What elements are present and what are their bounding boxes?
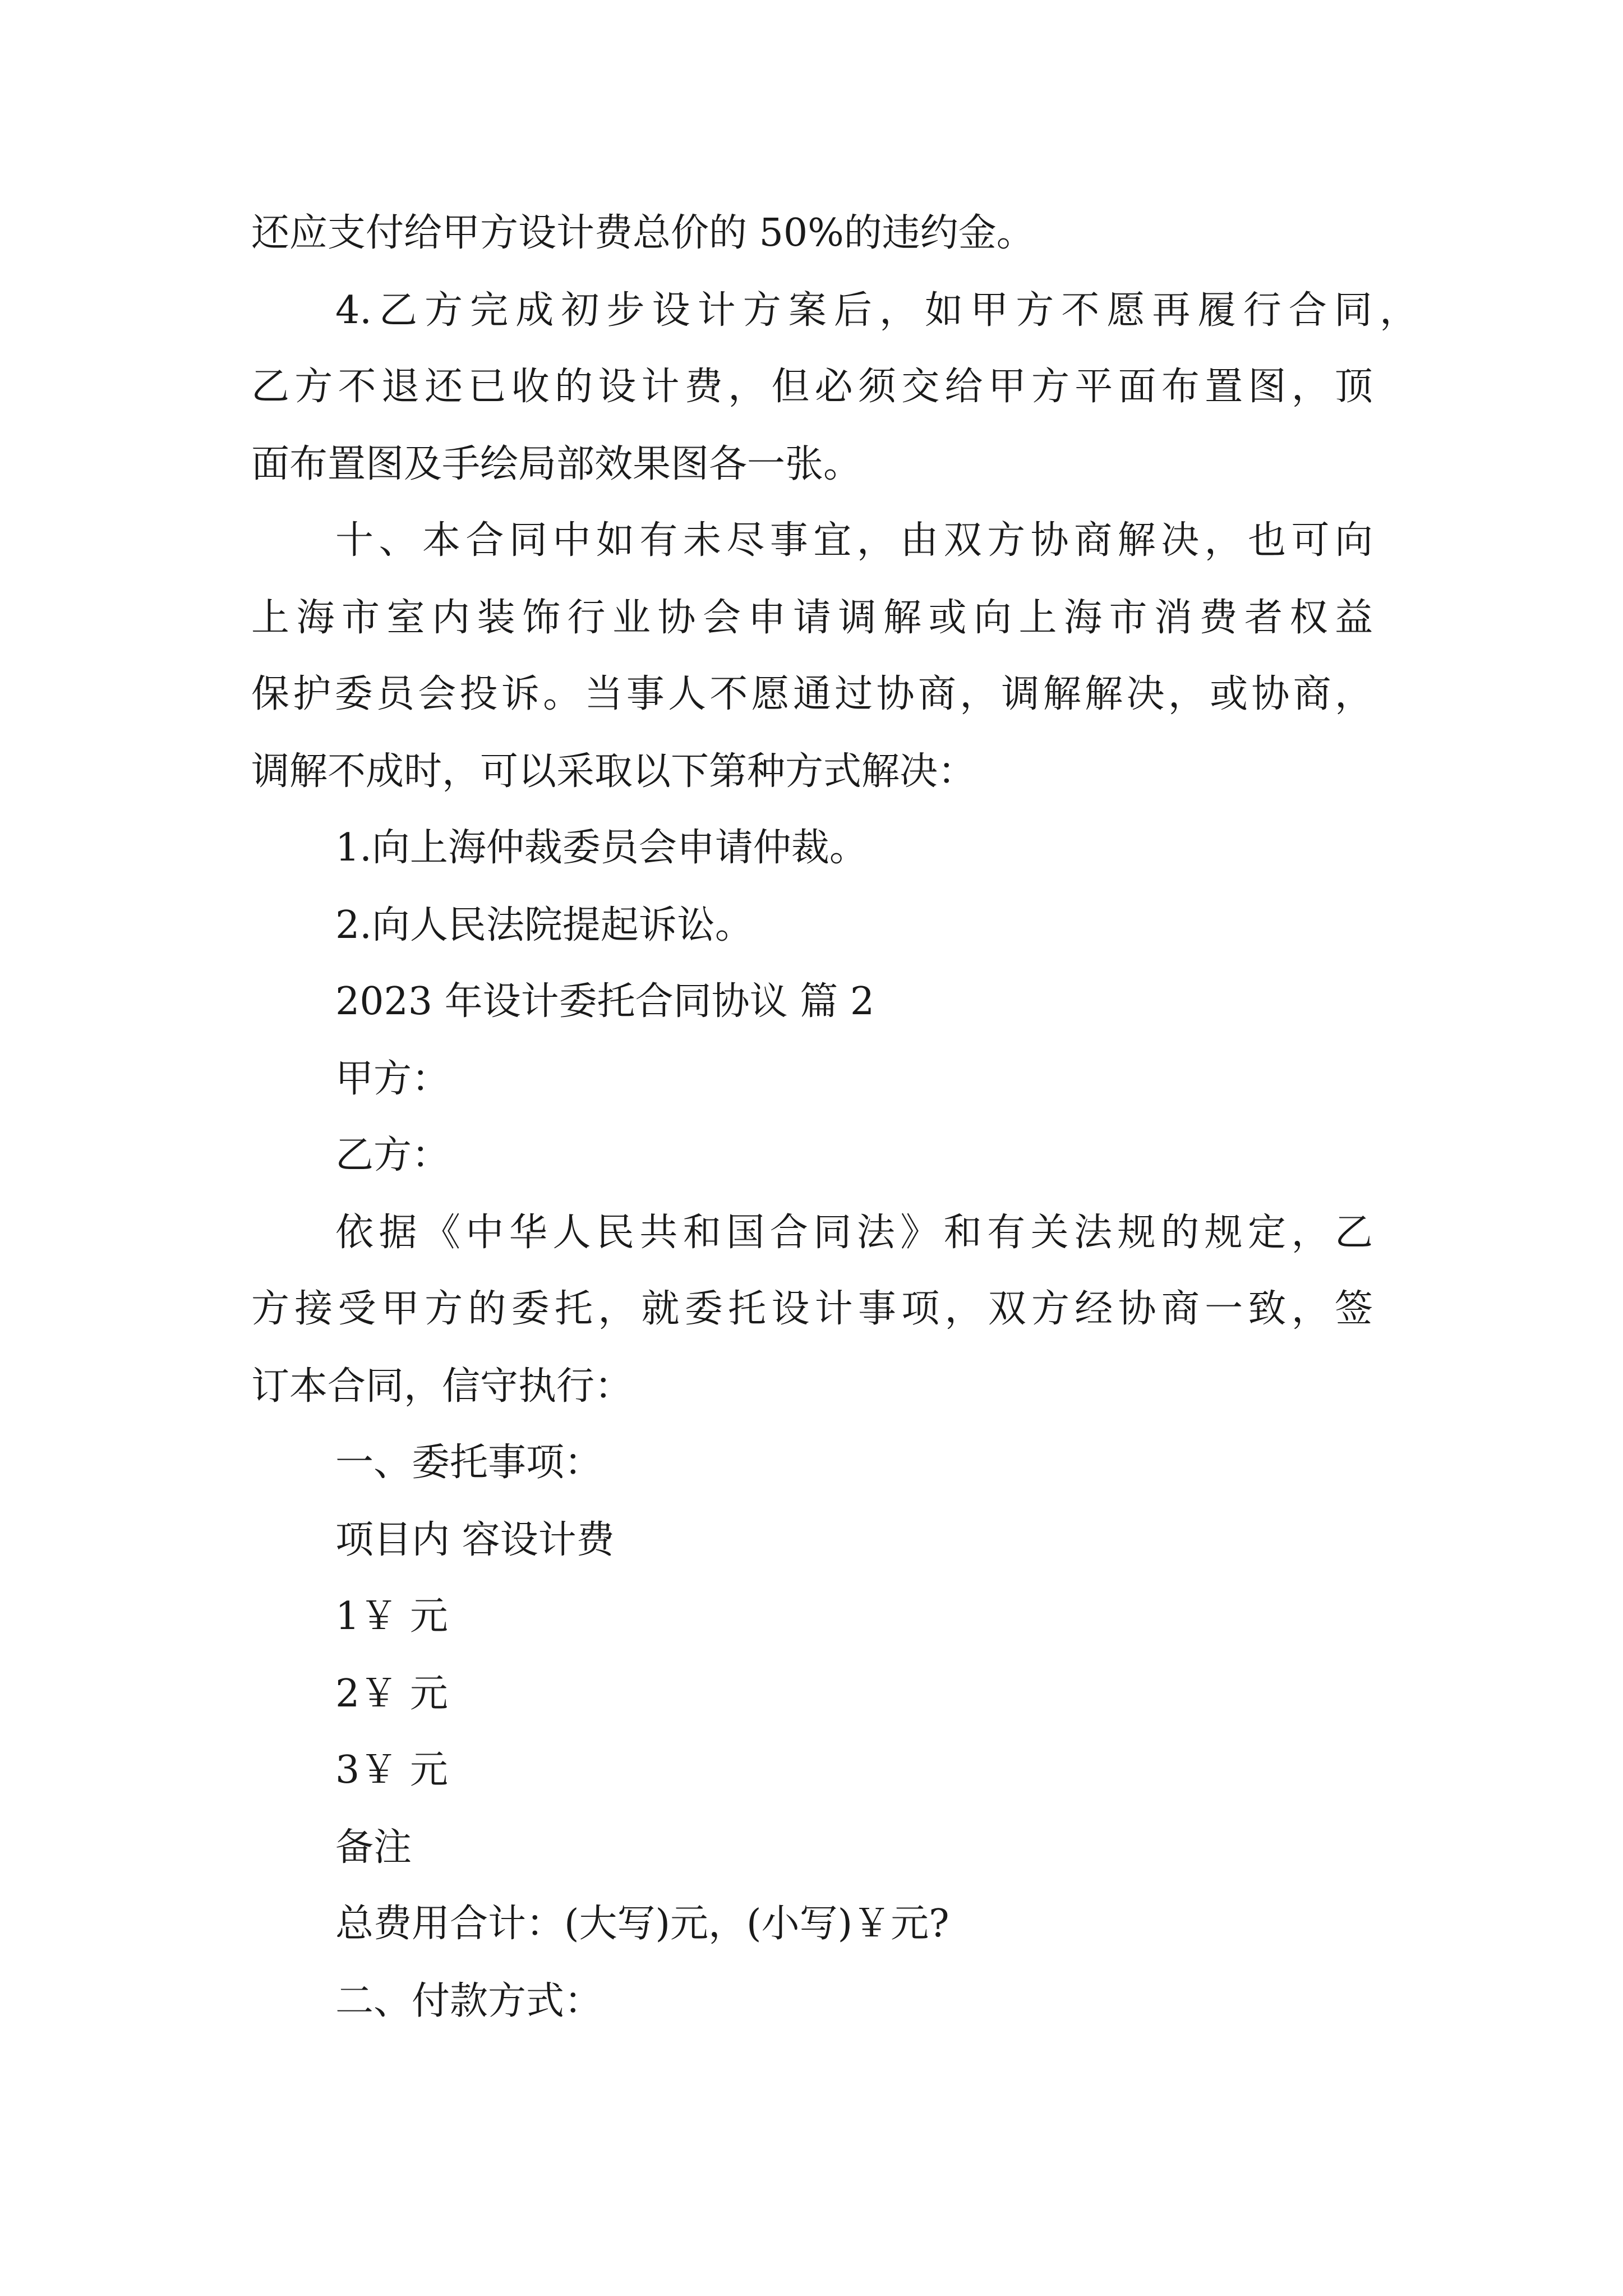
text-line: 订本合同，信守执行：	[251, 1364, 633, 1409]
total-fee-line: 总费用合计：(大写)元，(小写)￥元?	[335, 1902, 949, 1946]
text-line: 面布置图及手绘局部效果图各一张。	[251, 442, 862, 486]
party-b-label: 乙方：	[335, 1133, 450, 1177]
text-line: 调解不成时，可以采取以下第种方式解决：	[251, 749, 976, 794]
list-item: 2.向人民法院提起诉讼。	[335, 903, 753, 947]
remarks-label: 备注	[335, 1825, 412, 1870]
clause-heading: 一、委托事项：	[335, 1441, 603, 1485]
text-line: 4.乙方完成初步设计方案后，如甲方不愿再履行合同，	[335, 288, 1418, 333]
text-line: 乙方不退还已收的设计费，但必须交给甲方平面布置图，顶	[251, 365, 1373, 409]
fee-item: 1￥ 元	[335, 1594, 448, 1639]
text-line: 上海市室内装饰行业协会申请调解或向上海市消费者权益	[251, 596, 1373, 640]
text-line: 十、本合同中如有未尽事宜，由双方协商解决，也可向	[335, 518, 1373, 563]
table-header-text: 项目内 容设计费	[335, 1518, 615, 1562]
party-a-label: 甲方：	[335, 1057, 450, 1101]
text-line: 保护委员会投诉。当事人不愿通过协商，调解解决，或协商，	[251, 672, 1373, 716]
fee-item: 3￥ 元	[335, 1748, 448, 1792]
text-line: 依据《中华人民共和国合同法》和有关法规的规定，乙	[335, 1211, 1373, 1255]
list-item: 1.向上海仲裁委员会申请仲裁。	[335, 826, 868, 870]
fee-item: 2￥ 元	[335, 1672, 448, 1716]
text-line: 方接受甲方的委托，就委托设计事项，双方经协商一致，签	[251, 1287, 1373, 1331]
text-line: 还应支付给甲方设计费总价的 50%的违约金。	[251, 211, 1035, 255]
section-title: 2023 年设计委托合同协议 篇 2	[335, 979, 875, 1024]
clause-heading: 二、付款方式：	[335, 1979, 603, 2023]
